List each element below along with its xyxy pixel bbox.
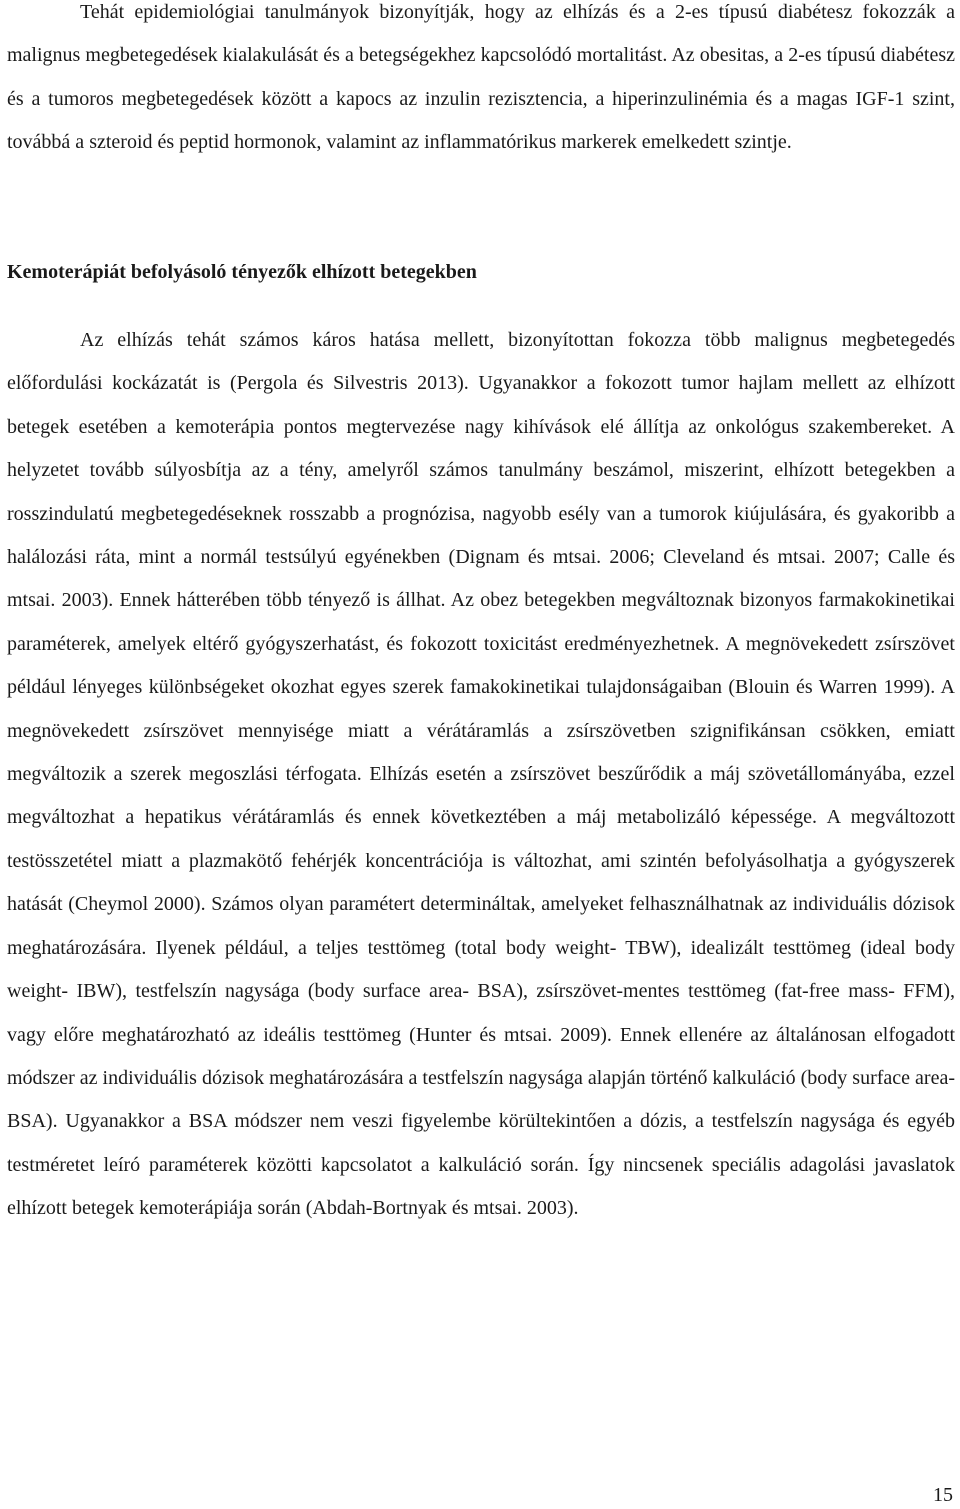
document-page [7,0,955,1220]
page-number: 15 [933,1484,953,1506]
body-paragraph: Az elhízás tehát számos káros hatása mellett, bizonyítottan fokozza több malignus megbetegedés előfordulási kockázatát is (Pergola és Silvestris 2013). Ugyanakkor a fokozott tumor hajlam mellett az elhízott betegek esetében a kemoterápia pontos megtervezése nagy kihívások elé állítja az onkológus szakembereket. A helyzetet tovább súlyosbítja az a tény, amelyről számos tanulmány beszámol, miszerint, elhízott betegekben a rosszindulatú megbetegedéseknek rosszabb a prognózisa, nagyobb esély van a tumorok kiújulására, és gyakoribb a halálozási ráta, mint a normál testsúlyú egyénekben (Dignam és mtsai. 2006; Cleveland és mtsai. 2007; Calle és mtsai. 2003). Ennek hátterében több tényező is állhat. Az obez betegekben megváltoznak bizonyos farmakokinetikai paraméterek, amelyek eltérő gyógyszerhatást, és fokozott toxicitást eredményezhetnek. A megnövekedett zsírszövet például lényeges különbségeket okozhat egyes szerek famakokinetikai tulajdonságaiban (Blouin és Warren 1999). A megnövekedett zsírszövet mennyisége miatt a vérátáramlás a zsírszövetben szignifikánsan csökken, emiatt megváltozik a szerek megoszlási térfogata. Elhízás esetén a zsírszövet beszűrődik a máj szövetállományába, ezzel megváltozhat a hepatikus vérátáramlás és ennek következtében a máj metabolizáló képessége. A megváltozott testösszetétel miatt a plazmakötő fehérjék koncentrációja is változhat, ami szintén befolyásolhatja a gyógyszerek hatását (Cheymol 2000). Számos olyan paramétert determináltak, amelyeket felhasználhatnak az individuális dózisok meghatározására. Ilyenek például, a teljes testtömeg (total body weight- TBW), idealizált testtömeg (ideal body weight- IBW), testfelszín nagysága (body surface area- BSA), zsírszövet-mentes testtömeg (fat-free mass- FFM), vagy előre meghatározható az ideális testtömeg (Hunter és mtsai. 2009). Ennek ellenére az általánosan elfogadott módszer az individuális dózisok meghatározására a testfelszín nagysága alapján történő kalkuláció (body surface area- BSA). Ugyanakkor a BSA módszer nem veszi figyelembe körültekintően a dózis, a testfelszín nagysága és egyéb testméretet leíró paraméterek közötti kapcsolatot a kalkuláció során. Így nincsenek speciális adagolási javaslatok elhízott betegek kemoterápiája során (Abdah-Bortnyak és mtsai. 2003). [7,329,955,1220]
intro-paragraph: Tehát epidemiológiai tanulmányok bizonyítják, hogy az elhízás és a 2-es típusú diabétesz fokozzák a malignus megbetegedések kialakulását és a betegségekhez kapcsolódó mortalitást. Az obesitas, a 2-es típusú diabétesz és a tumoros megbetegedések között a kapocs az inzulin rezisztencia, a hiperinzulinémia és a magas IGF-1 szint, továbbá a szteroid és peptid hormonok, valamint az inflammatórikus markerek emelkedett szintje. [7,1,955,154]
section-heading: Kemoterápiát befolyásoló tényezők elhízott betegekben [7,261,477,283]
